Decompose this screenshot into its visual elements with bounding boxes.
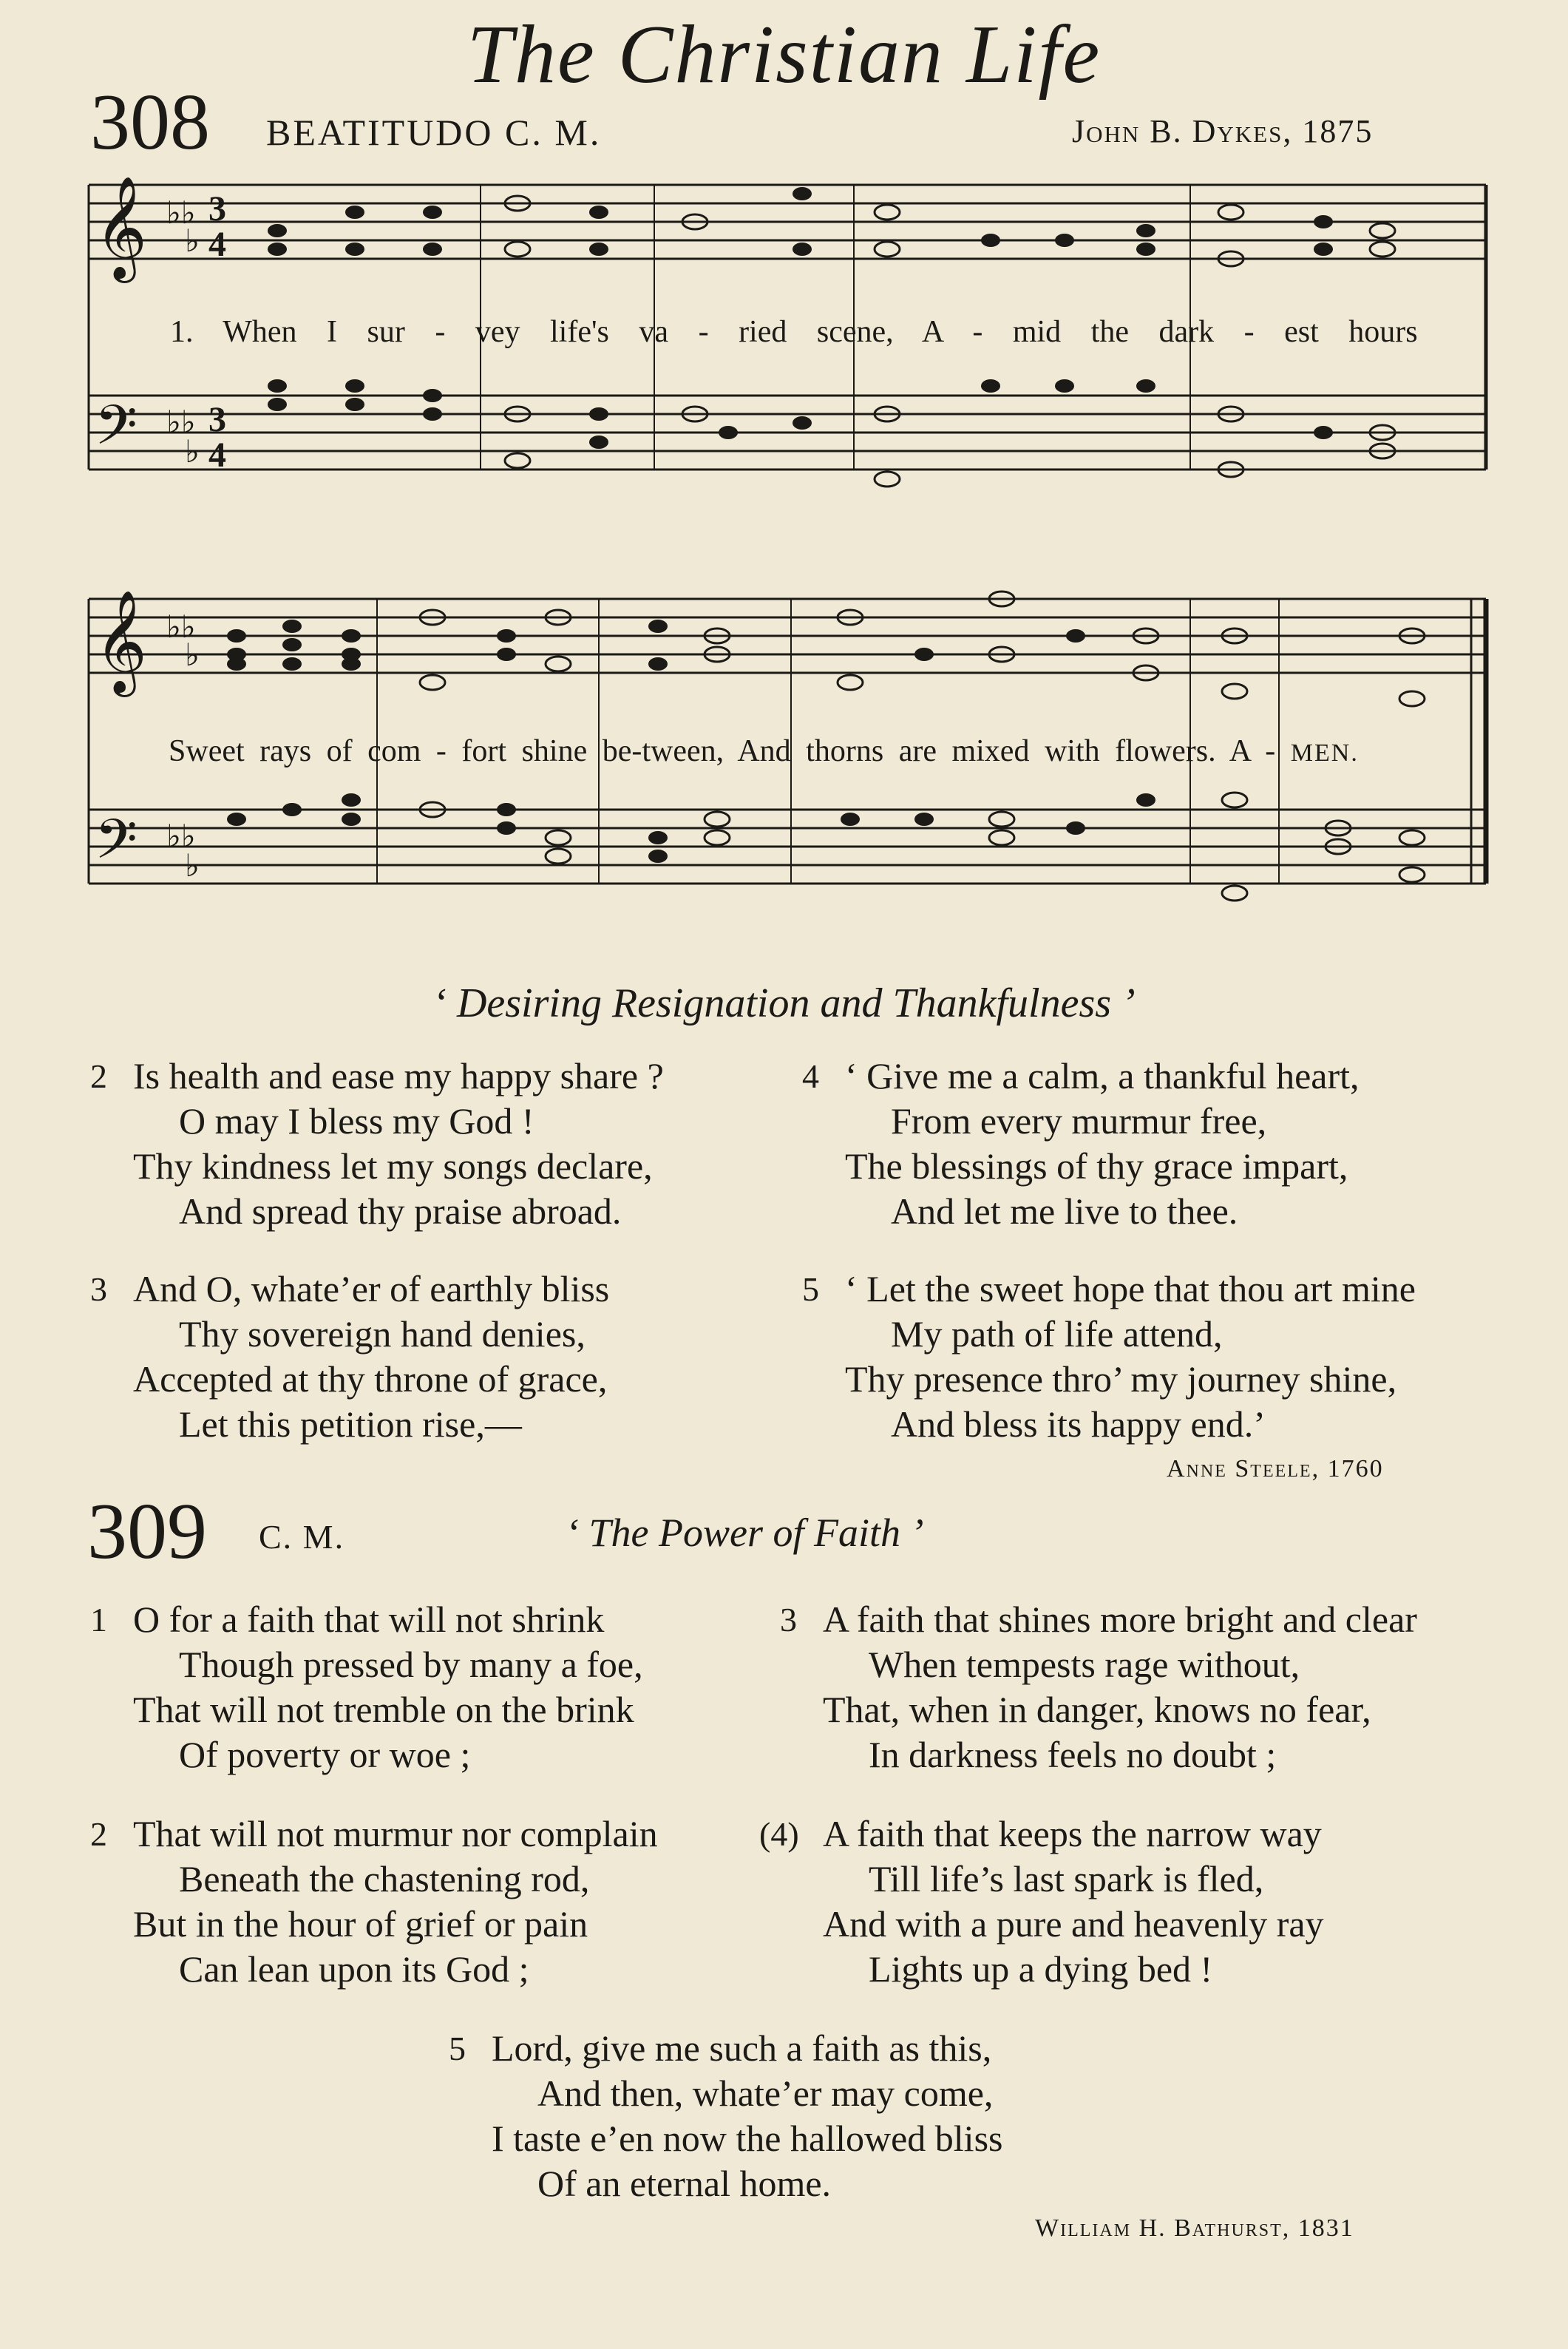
hymn-number-309: 309: [87, 1488, 207, 1576]
verse-308-5: 5 ‘ Let the sweet hope that thou art mine My path of life attend, Thy presence thro’ my journey shine, And bless its happy end.’: [802, 1268, 1416, 1445]
svg-text:♭: ♭: [185, 637, 200, 673]
page-title: The Christian Life: [466, 9, 1102, 101]
verse-309-3: 3 A faith that shines more bright and clear When tempests rage without, That, when in danger, knows no fear, In darkness feels no doubt ;: [780, 1599, 1417, 1775]
svg-text:4: 4: [208, 225, 226, 264]
svg-text:♭: ♭: [185, 847, 200, 884]
meter-309: C. M.: [259, 1518, 345, 1556]
svg-text:𝄞: 𝄞: [95, 176, 147, 279]
svg-text:𝄞: 𝄞: [95, 590, 147, 693]
hymn-number-308: 308: [90, 78, 210, 166]
verse-308-2: 2 Is health and ease my happy share ? O may I bless my God ! Thy kindness let my songs declare, And spread thy praise abroad.: [90, 1055, 664, 1232]
svg-text:♭♭: ♭♭: [166, 404, 196, 440]
music-score-system-1: [81, 163, 1493, 540]
verse-309-1: 1 O for a faith that will not shrink Though pressed by many a foe, That will not tremble on the brink Of poverty or woe ;: [90, 1599, 643, 1775]
svg-text:3: 3: [208, 189, 226, 228]
section-title-308: ‘ Desiring Resignation and Thankfulness ’: [432, 980, 1136, 1026]
verse-308-4: 4 ‘ Give me a calm, a thankful heart, From every murmur free, The blessings of thy grace impart, And let me live to thee.: [802, 1055, 1360, 1232]
verse-308-3: 3 And O, whate’er of earthly bliss Thy sovereign hand denies, Accepted at thy throne of grace, Let this petition rise,—: [90, 1268, 610, 1445]
lyrics-line-2: Sweet rays of com - fort shine be-tween, And thorns are mixed with flowers. A - MEN.: [169, 734, 1359, 768]
svg-text:♭♭: ♭♭: [166, 194, 196, 231]
tune-name: BEATITUDO C. M.: [266, 112, 602, 153]
verse-309-4: (4) A faith that keeps the narrow way Till life’s last spark is fled, And with a pure and heavenly ray Lights up a dying bed !: [759, 1813, 1324, 1990]
verse-309-2: 2 That will not murmur nor complain Beneath the chastening rod, But in the hour of grief or pain Can lean upon its God ;: [90, 1813, 658, 1990]
lyrics-line-1: 1. When I sur - vey life's va - ried scene, A - mid the dark - est hours: [170, 315, 1418, 349]
composer: John B. Dykes, 1875: [1072, 113, 1374, 149]
svg-text:♭♭: ♭♭: [166, 609, 196, 645]
svg-text:𝄢: 𝄢: [95, 393, 138, 471]
svg-text:♭: ♭: [185, 433, 200, 470]
author-309: William H. Bathurst, 1831: [1035, 2214, 1354, 2242]
svg-text:♭: ♭: [185, 223, 200, 259]
svg-text:♭♭: ♭♭: [166, 818, 196, 854]
svg-text:4: 4: [208, 435, 226, 475]
title-309: ‘ The Power of Faith ’: [566, 1511, 924, 1555]
svg-text:3: 3: [208, 400, 226, 439]
author-308: Anne Steele, 1760: [1167, 1455, 1384, 1482]
verse-309-5: 5 Lord, give me such a faith as this, And then, whate’er may come, I taste e’en now the hallowed bliss Of an eternal home.: [449, 2027, 1003, 2204]
svg-text:𝄢: 𝄢: [95, 807, 138, 885]
music-score-system-2: [81, 584, 1493, 961]
